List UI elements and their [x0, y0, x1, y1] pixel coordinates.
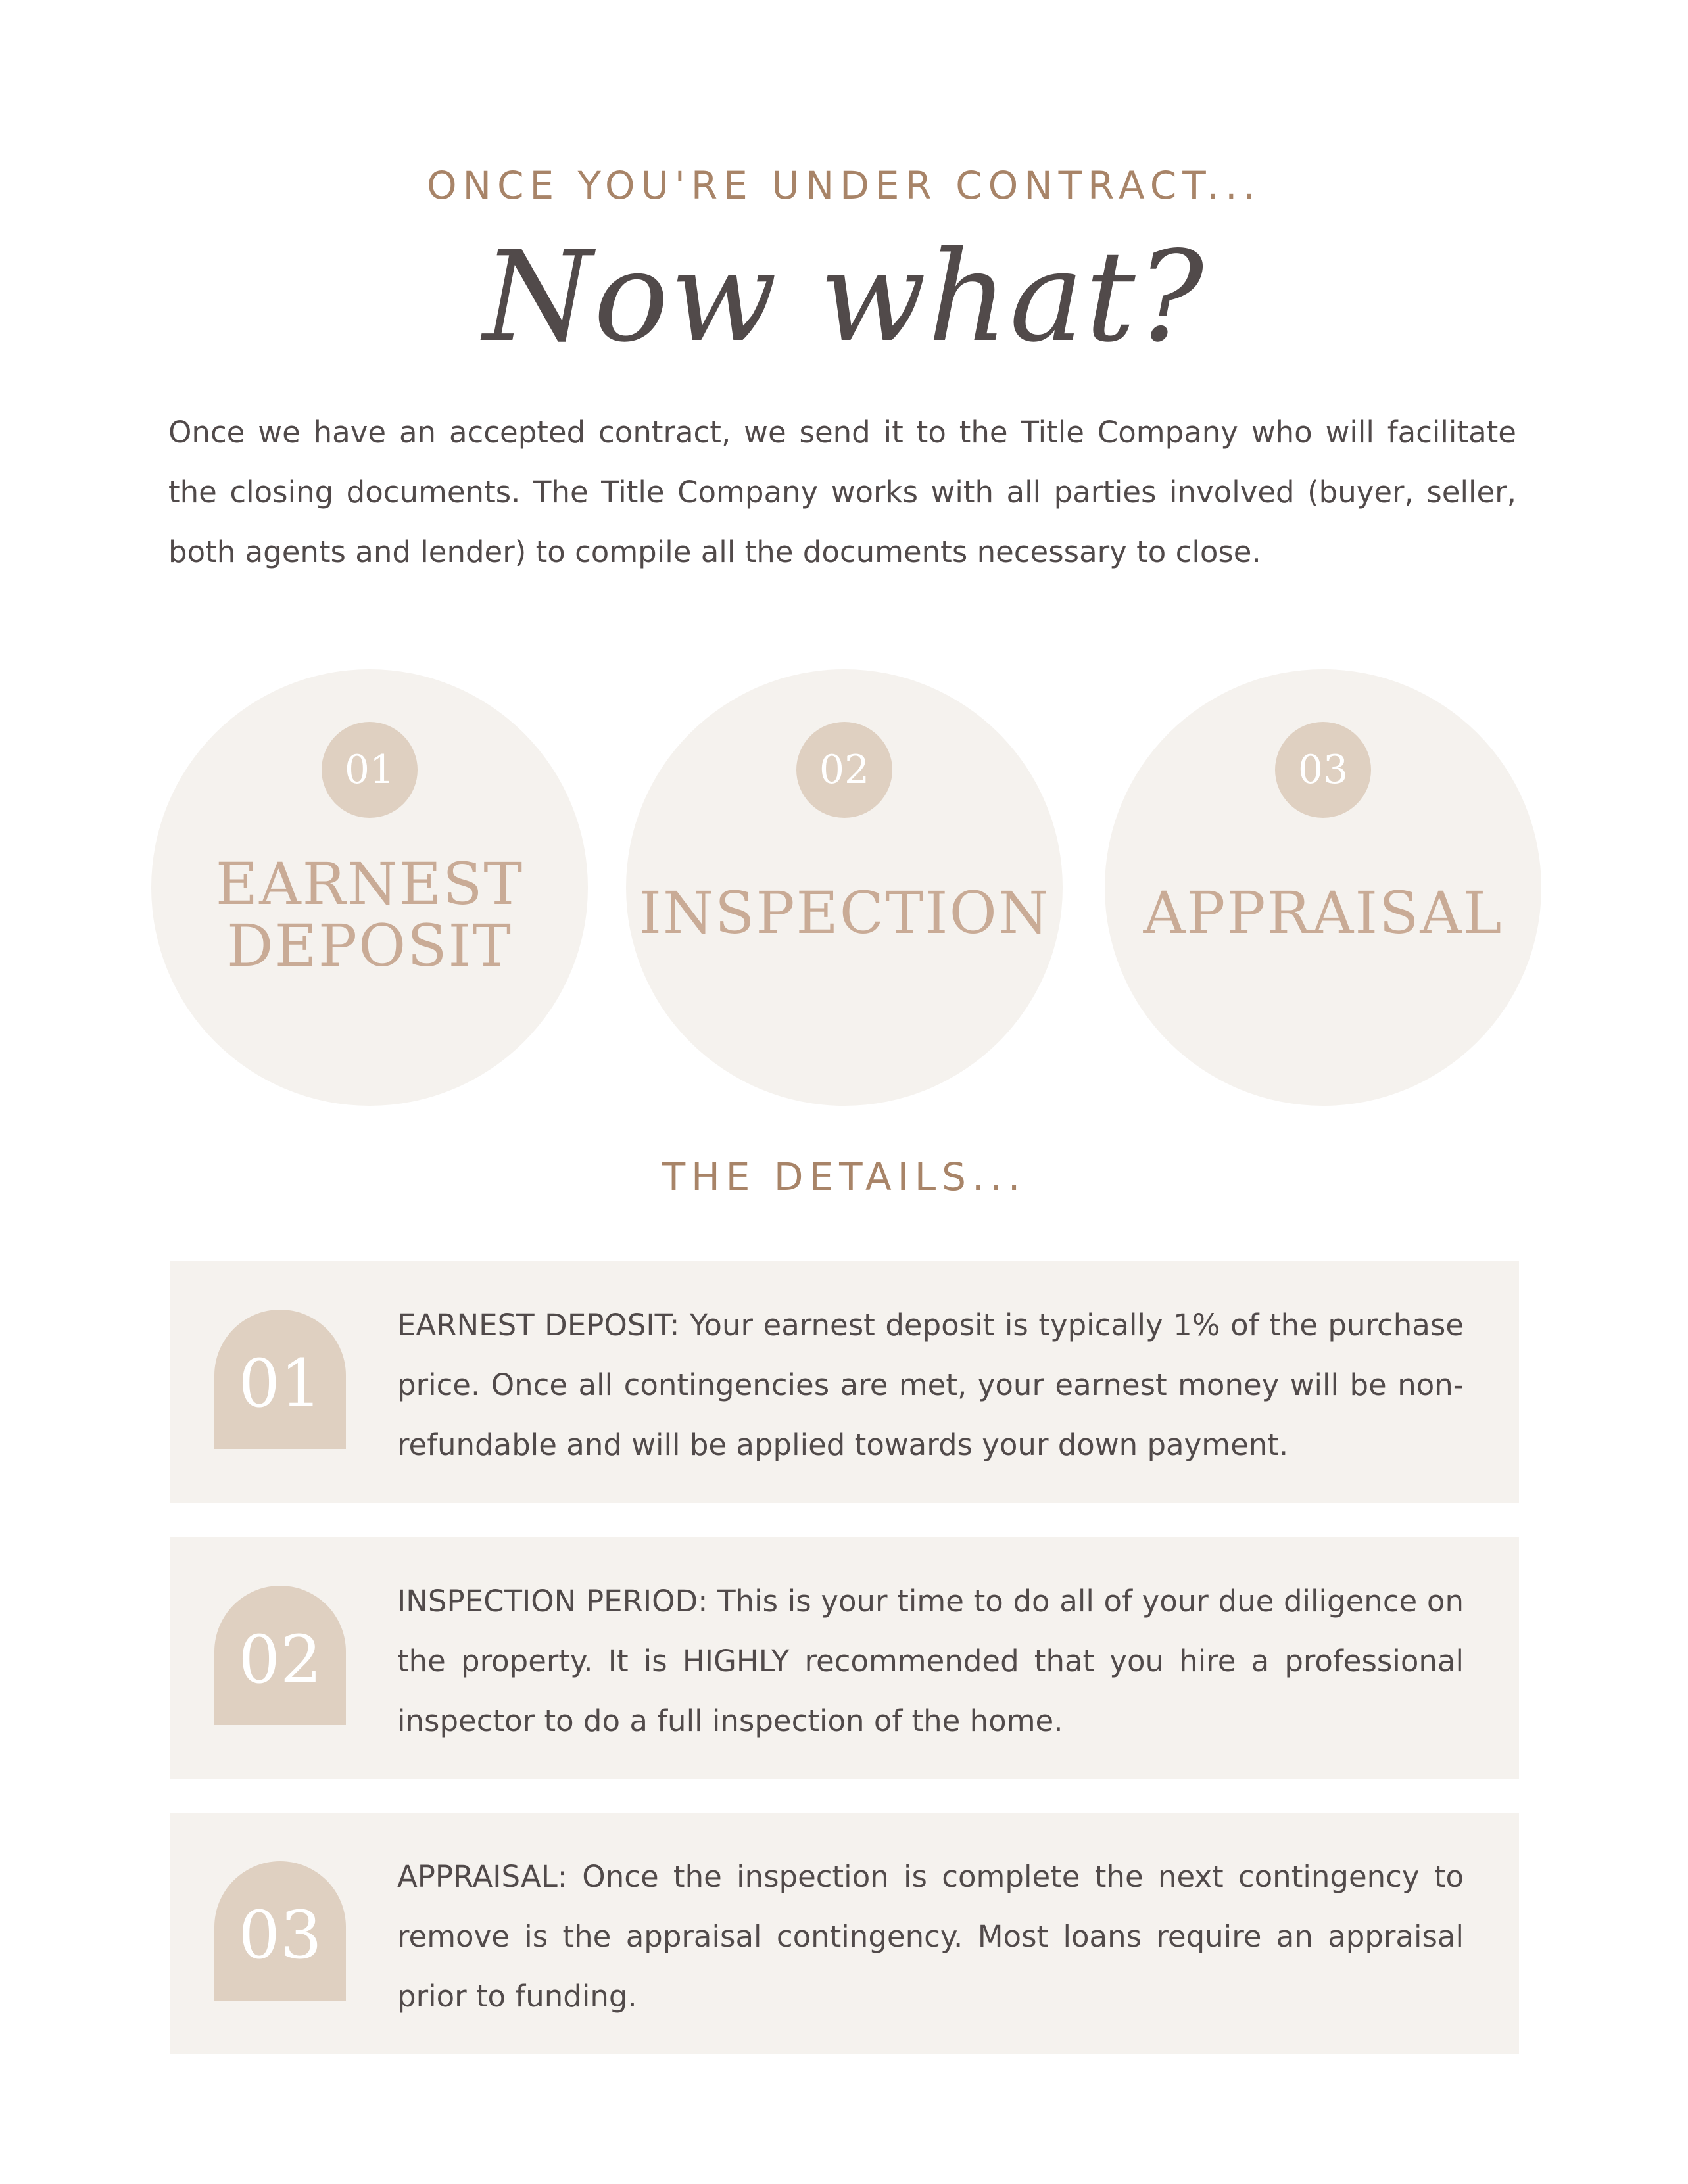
detail-number-arch: 01: [214, 1310, 346, 1449]
intro-paragraph: Once we have an accepted contract, we send it to the Title Company who will facilitate the closing documents. The Title Company works with all parties involved (buyer, seller, both agents and lender) to compile all the documents necessary to close.: [168, 415, 1516, 569]
step-label: [626, 879, 1063, 947]
detail-panel-appraisal: [170, 1813, 1519, 2054]
detail-number-arch: 02: [214, 1586, 346, 1725]
detail-text: INSPECTION PERIOD: This is your time to do all of your due diligence on the property. It is HIGHLY recommended that you hire a professional inspector to do a full inspection of the home.: [397, 1584, 1464, 1738]
detail-panel-earnest-deposit: [170, 1261, 1519, 1503]
step-label-line: APPRAISAL: [1143, 879, 1503, 947]
step-number-badge: 01: [322, 722, 418, 818]
step-number-badge: 02: [796, 722, 892, 818]
eyebrow-heading: ONCE YOU'RE UNDER CONTRACT...: [426, 163, 1262, 208]
step-circle-earnest-deposit: [151, 669, 588, 1106]
step-number-badge: 03: [1275, 722, 1371, 818]
step-label: [151, 850, 588, 980]
step-label-line: INSPECTION: [639, 879, 1050, 947]
step-label-line: DEPOSIT: [227, 912, 512, 980]
step-circle-inspection: [626, 669, 1063, 1106]
detail-text: APPRAISAL: Once the inspection is complete the next contingency to remove is the appraisal contingency. Most loans require an appraisal prior to funding.: [397, 1859, 1464, 2014]
detail-panel-inspection: [170, 1537, 1519, 1779]
detail-number-arch: 03: [214, 1861, 346, 2001]
step-circle-appraisal: [1105, 669, 1541, 1106]
page-title: Now what?: [483, 224, 1205, 369]
step-label: [1105, 879, 1541, 947]
detail-text: EARNEST DEPOSIT: Your earnest deposit is typically 1% of the purchase price. Once all contingencies are met, your earnest money will be non-refundable and will be applied towards your down payment.: [397, 1308, 1464, 1462]
details-heading: THE DETAILS...: [662, 1154, 1026, 1199]
step-label-line: EARNEST: [215, 850, 524, 918]
